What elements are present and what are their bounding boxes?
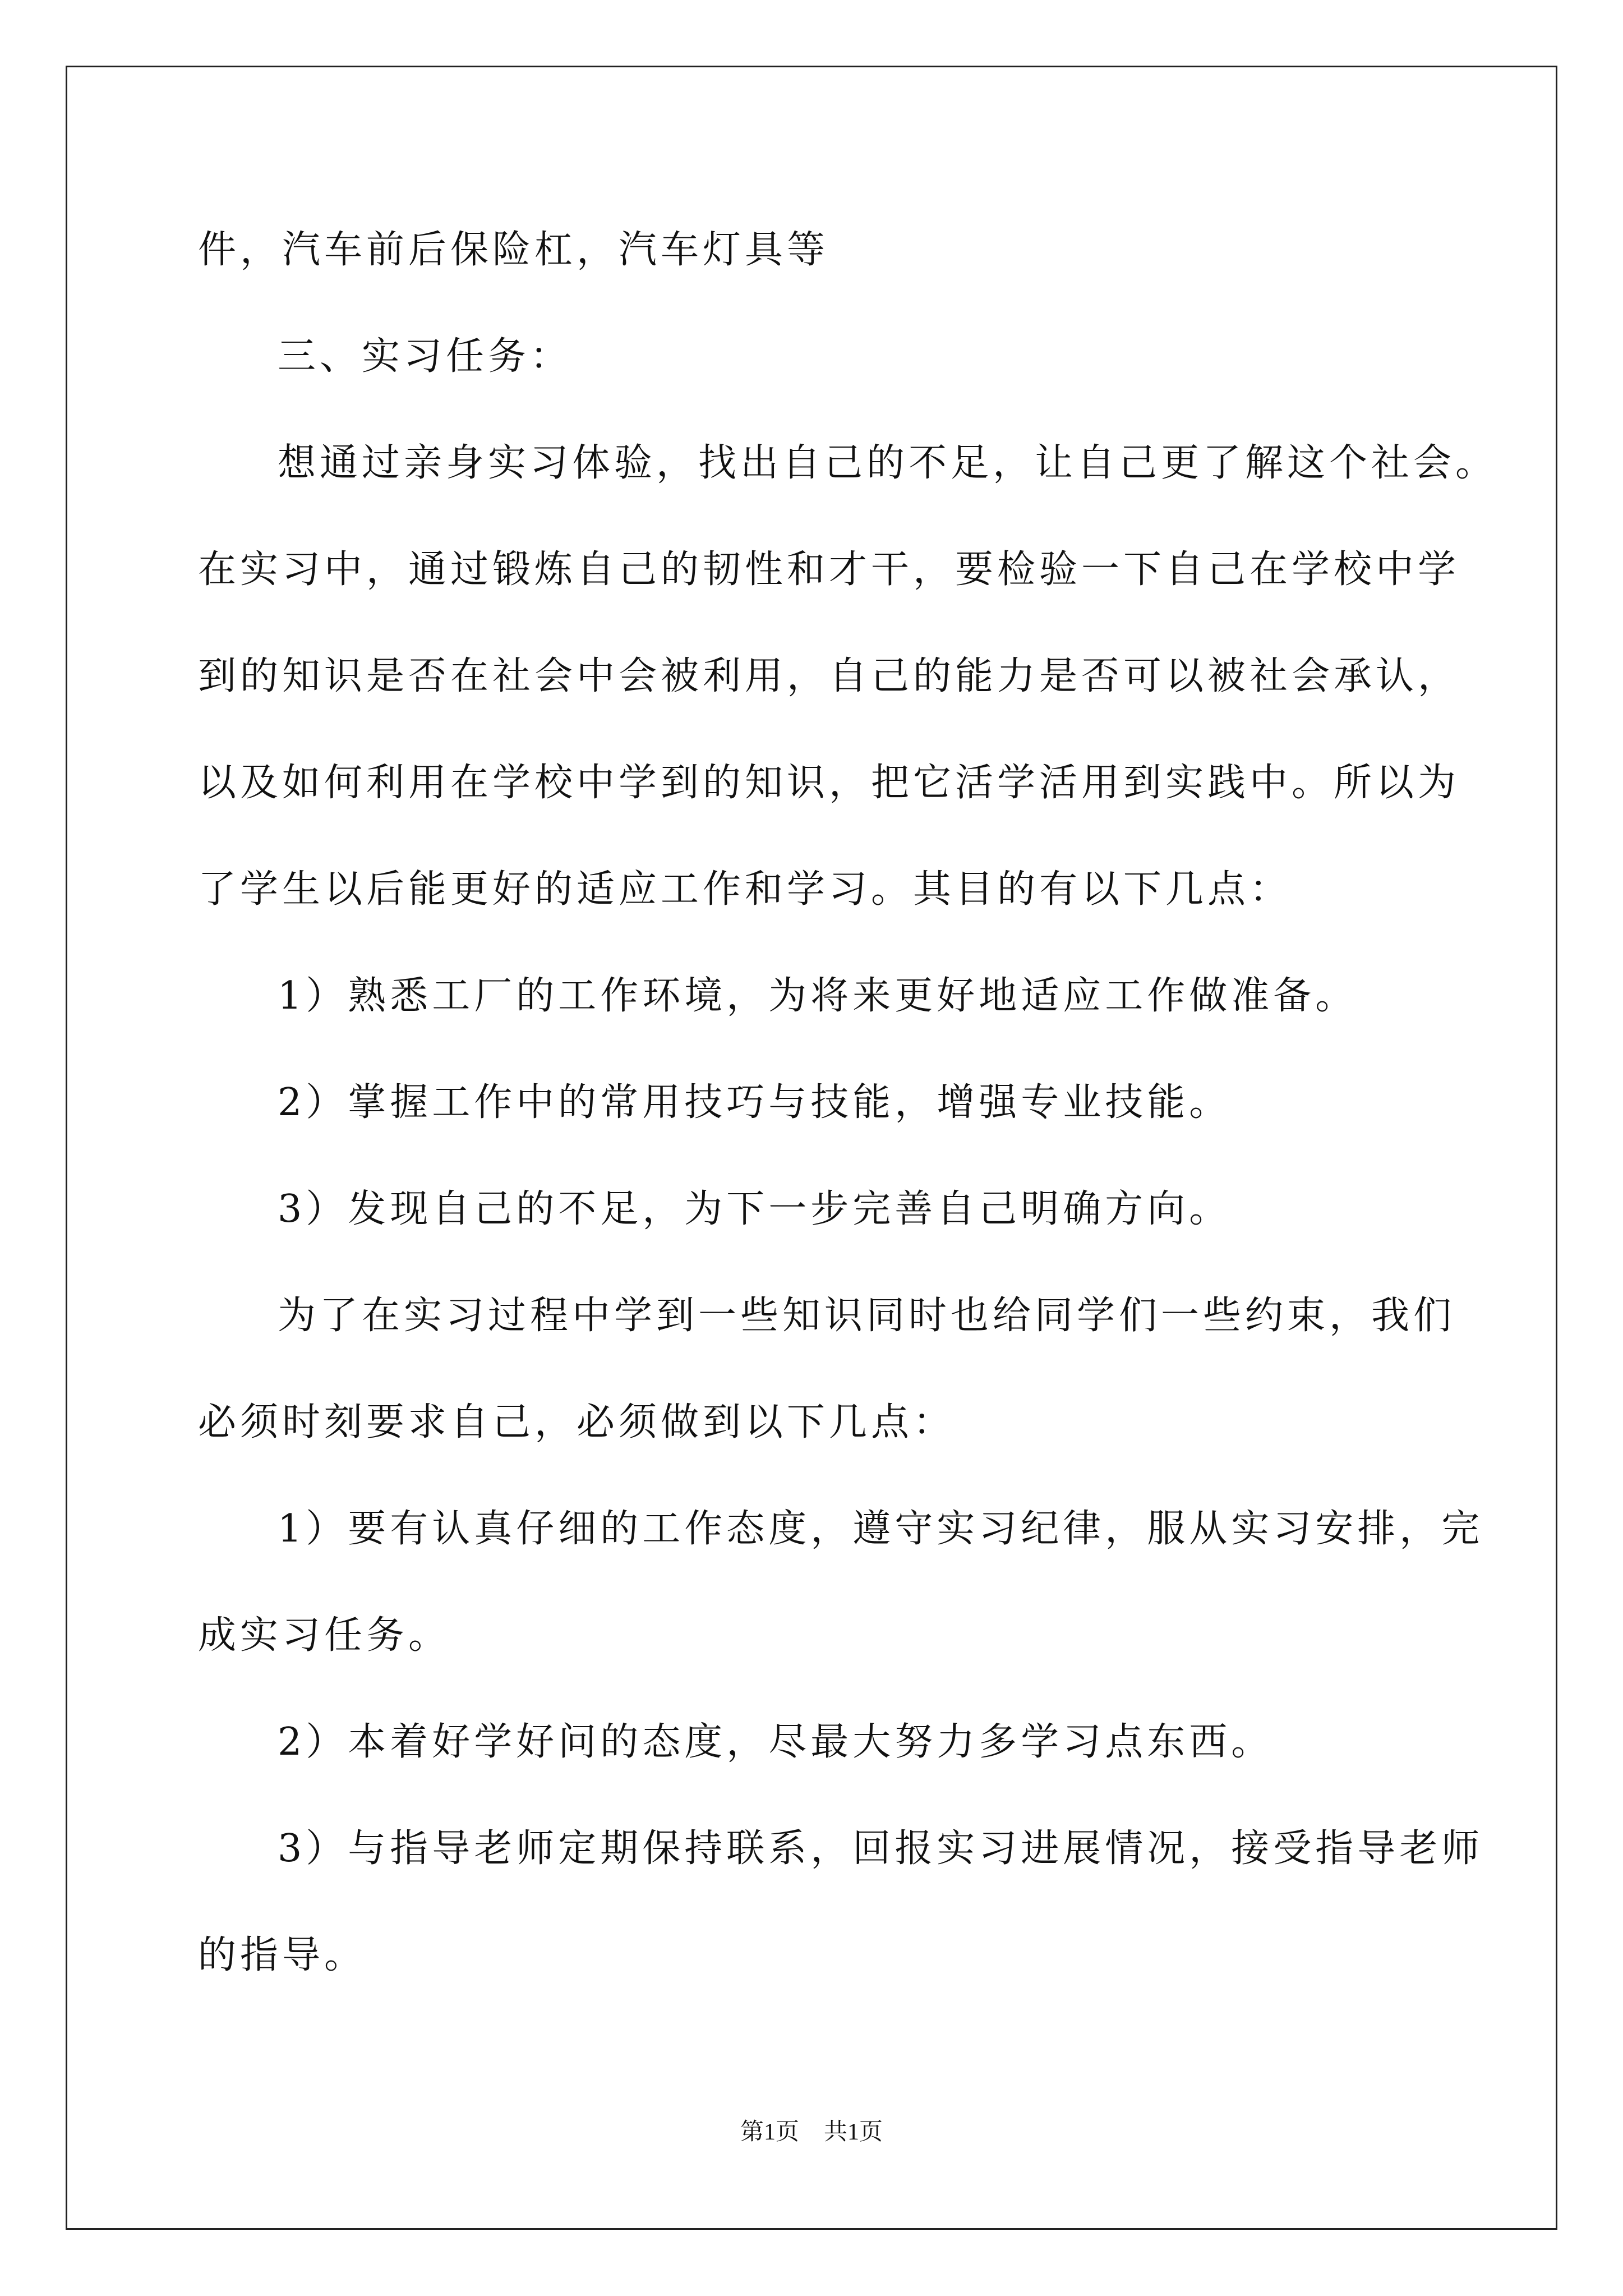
text-line: 到的知识是否在社会中会被利用，自己的能力是否可以被社会承认， [198, 654, 1460, 698]
list-item: 2）本着好学好问的态度，尽最大努力多学习点东西。 [278, 1720, 1274, 1764]
list-item: 3）发现自己的不足，为下一步完善自己明确方向。 [278, 1187, 1232, 1231]
text-line: 件，汽车前后保险杠，汽车灯具等 [198, 228, 829, 272]
text-line: 的指导。 [198, 1933, 367, 1977]
list-item: 1）熟悉工厂的工作环境，为将来更好地适应工作做准备。 [278, 974, 1358, 1018]
list-item: 2）掌握工作中的常用技巧与技能，增强专业技能。 [278, 1080, 1232, 1125]
total-pages: 共1页 [824, 2119, 883, 2145]
text-line: 成实习任务。 [198, 1613, 451, 1658]
list-item: 1）要有认真仔细的工作态度，遵守实习纪律，服从实习安排，完 [278, 1507, 1484, 1551]
text-line: 了学生以后能更好的适应工作和学习。其目的有以下几点： [198, 867, 1292, 912]
text-line: 想通过亲身实习体验，找出自己的不足，让自己更了解这个社会。 [278, 441, 1498, 485]
page-number: 第1页 [740, 2119, 799, 2145]
section-heading: 三、实习任务： [278, 334, 573, 379]
text-line: 为了在实习过程中学到一些知识同时也给同学们一些约束，我们 [278, 1294, 1456, 1338]
text-line: 必须时刻要求自己，必须做到以下几点： [198, 1400, 956, 1444]
list-item: 3）与指导老师定期保持联系，回报实习进展情况，接受指导老师 [278, 1826, 1484, 1871]
text-line: 在实习中，通过锻炼自己的韧性和才干，要检验一下自己在学校中学 [198, 547, 1460, 592]
page-border [66, 66, 1557, 2230]
text-line: 以及如何利用在学校中学到的知识，把它活学活用到实践中。所以为 [198, 761, 1460, 805]
page-footer [0, 2120, 1623, 2144]
